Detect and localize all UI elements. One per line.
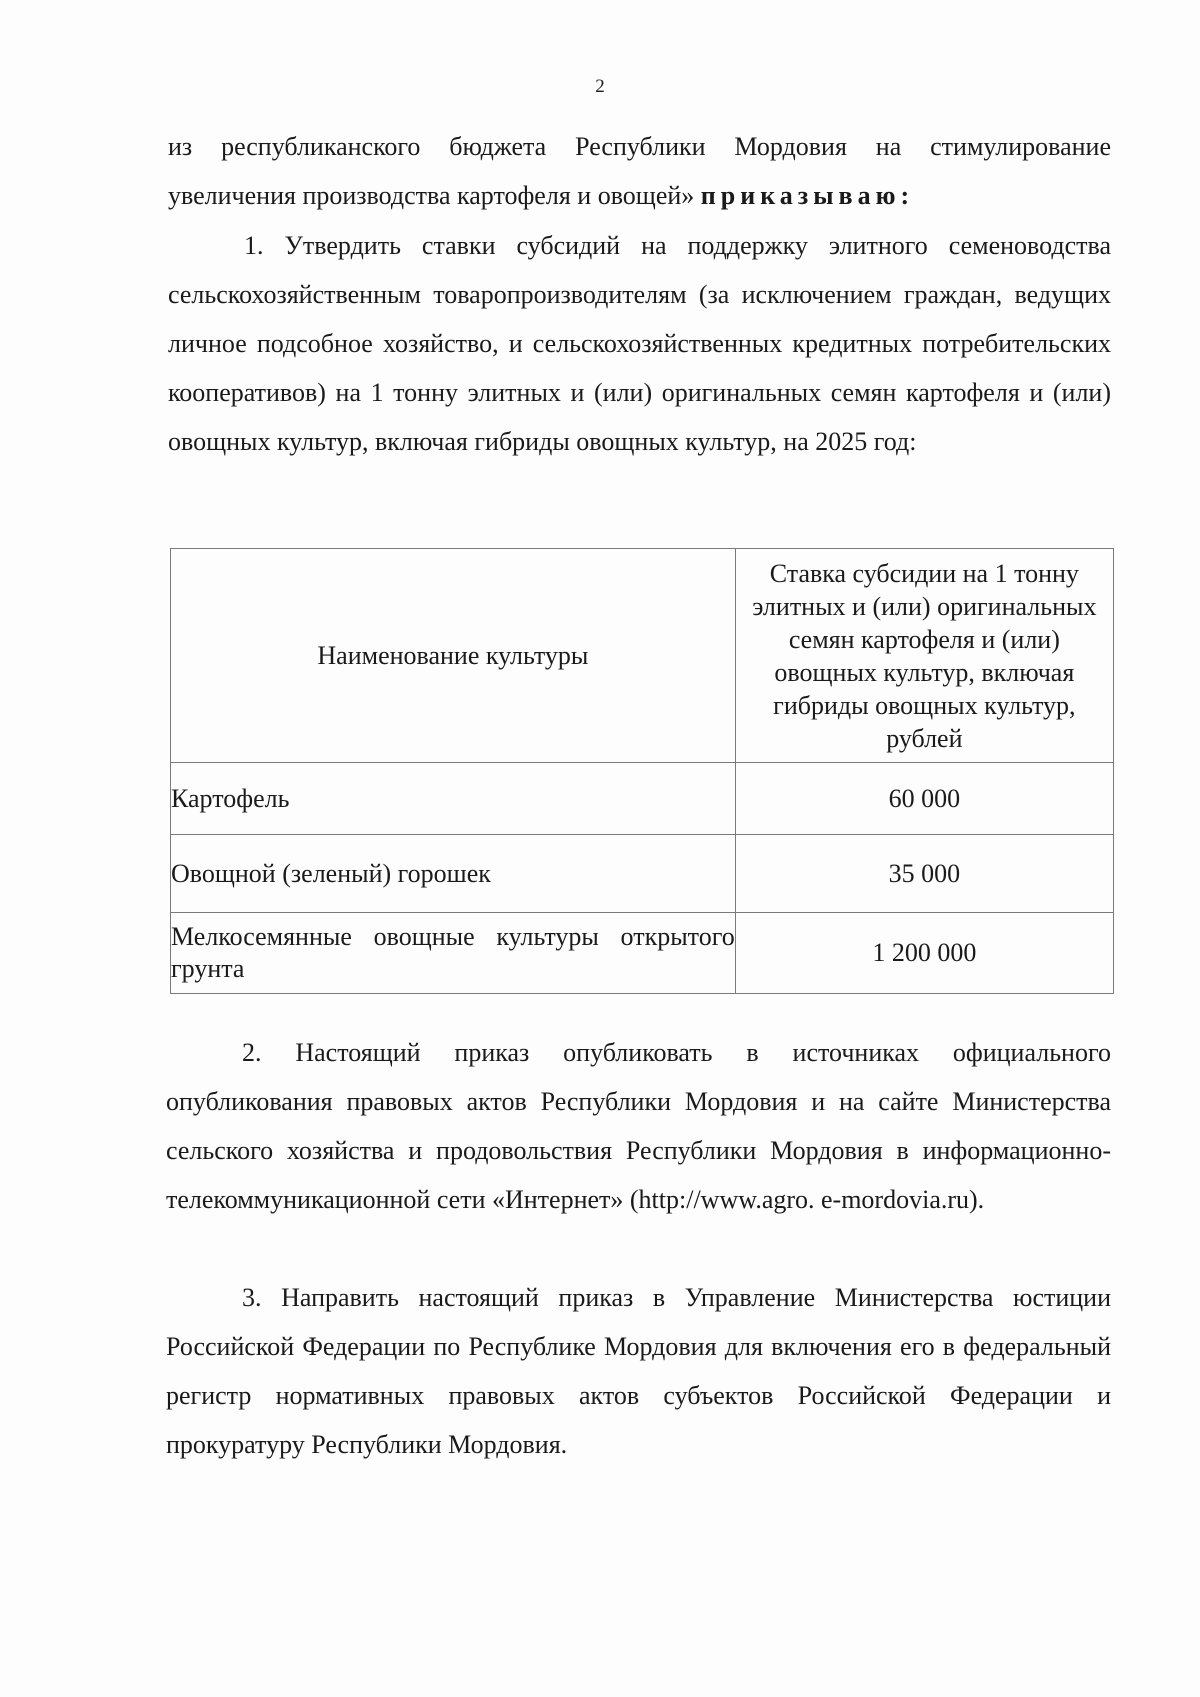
crop-name-cell: Овощной (зеленый) горошек bbox=[171, 835, 736, 913]
intro-paragraph bbox=[168, 122, 1111, 220]
table-row bbox=[171, 763, 1114, 835]
rate-cell: 1 200 000 bbox=[735, 913, 1113, 994]
table-header-row bbox=[171, 549, 1114, 763]
crop-name-cell: Картофель bbox=[171, 763, 736, 835]
header-subsidy-rate: Ставка субсидии на 1 тонну элитных и (или) оригинальных семян картофеля и (или) овощных культур, включая гибриды овощных культур, рублей bbox=[735, 549, 1113, 763]
paragraph-1: 1. Утвердить ставки субсидий на поддержку элитного семеноводства сельскохозяйственным товаропроизводителям (за исключением граждан, ведущих личное подсобное хозяйство, и сельскохозяйственных кредитных потребительских кооперативов) на 1 тонну элитных и (или) оригинальных семян картофеля и (или) овощных культур, включая гибриды овощных культур, на 2025 год: bbox=[168, 231, 1111, 456]
paragraph-3: 3. Направить настоящий приказ в Управление Министерства юстиции Российской Федерации по Республике Мордовия для включения его в федеральный регистр нормативных правовых актов субъектов Российской Федерации и прокуратуру Республики Мордовия. bbox=[166, 1283, 1111, 1459]
page-number: 2 bbox=[595, 76, 605, 97]
rate-cell: 35 000 bbox=[735, 835, 1113, 913]
paragraph-2: 2. Настоящий приказ опубликовать в источниках официального опубликования правовых актов Республики Мордовия и на сайте Министерства сельского хозяйства и продовольствия Республики Мордовия в информационно-телекоммуникационной сети «Интернет» (http://www.agro. e-mordovia.ru). bbox=[166, 1038, 1111, 1214]
table-row bbox=[171, 913, 1114, 994]
decree-word: приказываю: bbox=[700, 181, 915, 210]
intro-text: из республиканского бюджета Республики Мордовия на стимулирование увеличения производства картофеля и овощей» bbox=[168, 132, 1111, 210]
table-row bbox=[171, 835, 1114, 913]
crop-name-cell: Мелкосемянные овощные культуры открытого грунта bbox=[171, 913, 736, 994]
rate-cell: 60 000 bbox=[735, 763, 1113, 835]
header-crop-name: Наименование культуры bbox=[171, 549, 736, 763]
subsidy-rates-table bbox=[170, 548, 1114, 994]
